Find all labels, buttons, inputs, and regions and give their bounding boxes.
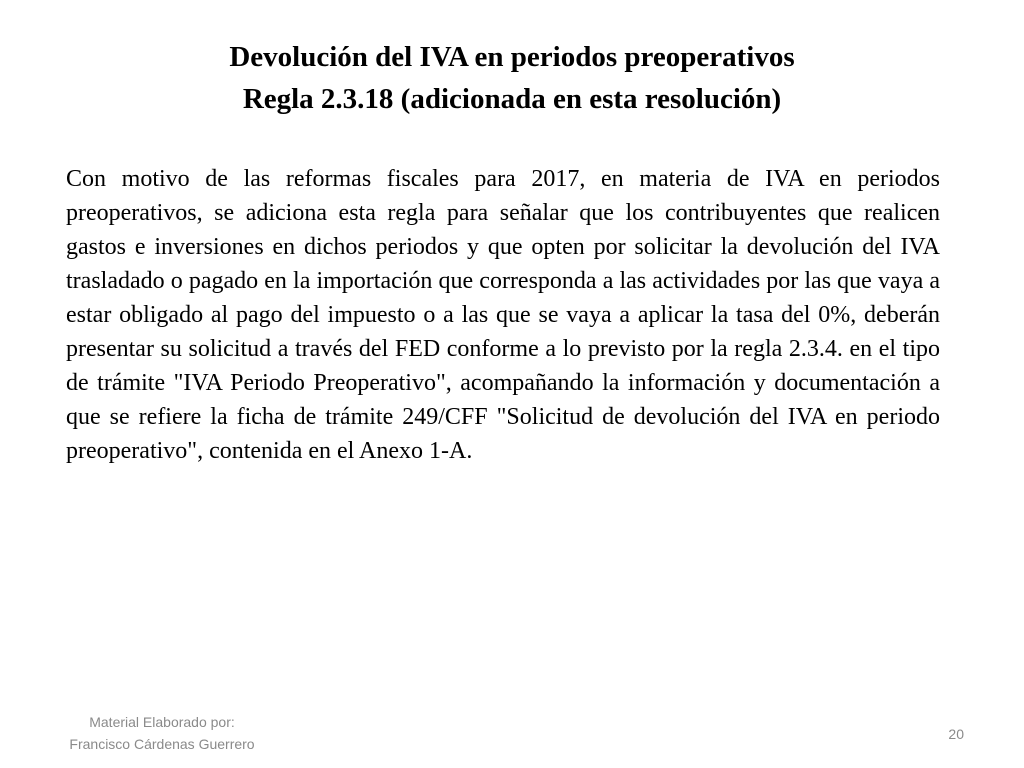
page-number: 20: [948, 726, 964, 742]
footer-author-line-1: Material Elaborado por:: [89, 714, 235, 730]
slide-title-line-1: Devolución del IVA en periodos preoperativos: [229, 41, 795, 73]
slide-title: [100, 36, 924, 120]
slide-body-paragraph: Con motivo de las reformas fiscales para 2017, en materia de IVA en periodos preoperativos, se adiciona esta regla para señalar que los contribuyentes que realicen gastos e inversiones en dichos periodos y que opten por solicitar la devolución del IVA trasladado o pagado en la importación que corresponda a las actividades por las que vaya a estar obligado al pago del impuesto o a las que se vaya a aplicar la tasa del 0%, deberán presentar su solicitud a través del FED conforme a lo previsto por la regla 2.3.4. en el tipo de trámite "IVA Periodo Preoperativo", acompañando la información y documentación a que se refiere la ficha de trámite 249/CFF "Solicitud de devolución del IVA en periodo preoperativo", contenida en el Anexo 1-A.: [66, 166, 940, 464]
footer-author-line-2: Francisco Cárdenas Guerrero: [69, 736, 255, 752]
slide-title-line-2: Regla 2.3.18 (adicionada en esta resolución): [242, 83, 782, 115]
footer-author: [52, 711, 272, 755]
